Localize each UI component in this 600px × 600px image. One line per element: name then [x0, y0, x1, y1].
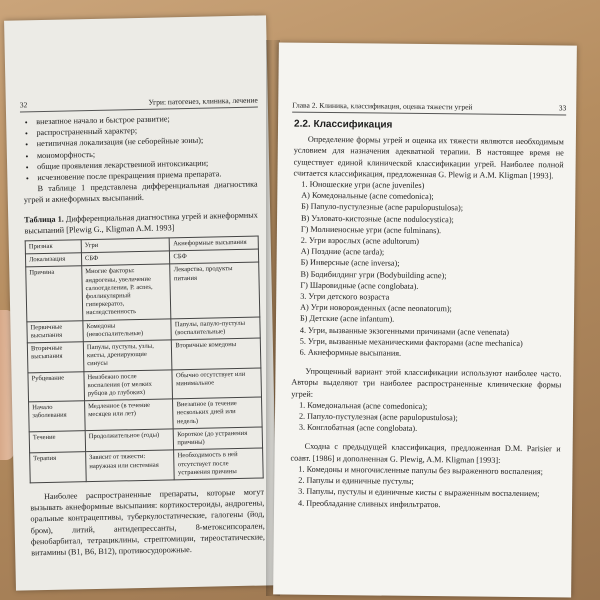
similar-item: 2. Папулы и единичные пустулы;: [298, 475, 414, 486]
right-running-header: Глава 2. Клиника, классификация, оценка тяжести угрей: [292, 100, 473, 112]
table-row: [29, 397, 263, 431]
similar-list: [290, 463, 560, 511]
classification-item: А) Угри новорожденных (acne neonatorum);: [300, 302, 452, 314]
table-row: [27, 338, 261, 372]
table-cell: Вторичные комедоны: [172, 338, 261, 369]
symptom-item: • исчезновение после прекращения приема препарата.: [37, 168, 257, 184]
classification-intro: Определение формы угрей и оценка их тяжести являются необходимым условием для назначения адекватной терапии. В настоящее время не существует единой клинической классификации угрей. Наиболее полной считается классификация, предложенная G. Plewig и A.M. Kligman [1993].: [293, 134, 564, 181]
classification-item: В) Узловато-кистозные (acne nodulocystica);: [301, 213, 454, 224]
simplified-intro: Упрощенный вариант этой классификации используют наиболее часто. Авторы выделяют три наиболее распространенные клинические формы угрей:: [291, 367, 562, 399]
similar-item: 1. Комедоны и многочисленные папулы без выраженного воспаления;: [298, 464, 543, 477]
table-cell: Папулы, пустулы, узлы, кисты, дренирующие синусы: [83, 340, 172, 371]
classification-item: 2. Угри взрослых (acne adultorum): [300, 235, 420, 246]
table-cell: Внезапное (в течение нескольких дней или недель): [173, 397, 262, 428]
table-header-cell: Угри: [81, 238, 170, 253]
symptom-list: [22, 112, 257, 184]
classification-item: А) Поздние (acne tarda);: [300, 246, 385, 257]
symptom-item: • мономорфность;: [37, 145, 257, 161]
classification-item: Г) Шаровидные (acne conglobata).: [300, 280, 419, 291]
section-title: 2.2. Классификация: [293, 118, 393, 131]
simplified-list: [291, 399, 561, 435]
table-row: [30, 448, 264, 482]
table-cell: Зависит от тяжести: наружная или системная: [86, 450, 175, 481]
table-cell: Обычно отсутствует или минимальное: [172, 368, 261, 399]
table-cell: Необходимость в ней отсутствует после устранения причины: [174, 448, 263, 479]
classification-list: [292, 179, 564, 361]
classification-item: 5. Угри, вызванные механическими факторами (acne mechanica): [299, 336, 523, 348]
table-cell: Короткое (до устранения причины): [174, 427, 263, 450]
symptom-item: • общие проявления лекарственной интоксикации;: [37, 156, 257, 172]
classification-item: А) Комедональные (acne comedonica);: [301, 190, 434, 202]
table-cell: СБФ: [81, 251, 170, 266]
table-cell: Медленное (в течение месяцев или лет): [84, 399, 173, 430]
table-cell: Папулы, папуло-пустулы (воспалительные): [171, 317, 260, 340]
closing-paragraph: Наиболее распространенные препараты, которые могут вызывать акнеформные высыпания: кортикостероиды, андрогены, оральные контрацептивы, туберкулостатические, галогены (йод, бром), литий, антидепрессанты, 8-метоксипсорален, фенобарбитал, тетрациклины, стрептомицин, тиреостатические, витамины (В1, В6, В12), противосудорожные.: [30, 487, 266, 558]
left-running-header: Угри: патогенез, клиника, лечение: [148, 95, 258, 107]
simplified-item: 1. Комедональная (acne comedonica);: [299, 400, 428, 411]
table-cell: Комедоны (невоспалительные): [83, 319, 172, 342]
table-cell: Вторичные высыпания: [27, 342, 84, 373]
left-page-header: [20, 96, 258, 113]
classification-item: 4. Угри, вызванные экзогенными причинами (acne venenata): [299, 325, 510, 337]
similar-intro: Сходна с предыдущей классификация, предложенная D.M. Parisier и соавт. [1986] и дополненная G. Plewig, A.M. Kligman [1993]:: [290, 442, 561, 465]
table-cell: Терапия: [30, 452, 87, 483]
differential-table: [25, 236, 264, 484]
table-cell: СБФ: [170, 249, 259, 264]
table-row: [26, 262, 260, 321]
table-cell: Лекарства, продукты питания: [170, 262, 260, 318]
similar-item: 3. Папулы, пустулы и единичные кисты с выраженным воспалением;: [298, 486, 540, 499]
simplified-item: 2. Папуло-пустулезная (acne papulopustulosa);: [298, 411, 458, 423]
right-page-content: [290, 119, 564, 512]
table-cell: Неизбежно после воспаления (от мелких рубцов до глубоких): [84, 370, 173, 401]
table-caption-text: Дифференциальная диагностика угрей и акнеформных высыпаний [Plewig G., Kligman A.M. 1993]: [24, 210, 258, 236]
table-caption: [24, 209, 258, 236]
table-cell: Первичные высыпания: [27, 320, 83, 343]
symptom-item: • нетипичная локализация (не себорейные зоны);: [37, 134, 257, 150]
classification-item: 6. Акнеформные высыпания.: [299, 347, 402, 358]
classification-item: 1. Юношеские угри (acne juveniles): [301, 179, 425, 191]
simplified-item: 3. Конглобатная (acne conglobata).: [298, 422, 418, 434]
table-row: [28, 368, 262, 402]
left-page-content: [22, 112, 265, 559]
table-header-cell: Акнеформные высыпания: [170, 236, 259, 251]
classification-item: Г) Молниеносные угри (acne fulminans).: [300, 224, 442, 235]
table-caption-label: Таблица 1.: [24, 214, 64, 225]
right-page: [273, 42, 577, 597]
classification-item: Б) Папуло-пустулезные (acne papulopustulosa);: [301, 202, 464, 213]
right-page-header: [292, 101, 566, 116]
left-page-number: 32: [19, 100, 28, 110]
classification-item: Б) Детские (acne infantum).: [299, 314, 395, 325]
left-page: [4, 15, 278, 590]
table-cell: Начало заболевания: [29, 401, 86, 432]
table-cell: Течение: [29, 431, 85, 454]
symptom-item: • распространенный характер;: [36, 123, 256, 139]
classification-item: Б) Инверсные (acne inversa);: [300, 258, 400, 269]
table-cell: Многие факторы: андрогены, увеличение салоотделения, P. acnes, фолликулярный гиперкератоз, наследственность: [82, 264, 172, 320]
table-intro: В таблице 1 представлена дифференциальная диагностика угрей и акнеформных высыпаний.: [23, 179, 258, 205]
similar-item: 4. Преобладание сливных инфильтратов.: [298, 498, 441, 509]
classification-item: 3. Угри детского возраста: [300, 291, 390, 302]
table-cell: Продолжительное (годы): [85, 429, 174, 452]
table-cell: Локализация: [25, 253, 81, 267]
classification-item: В) Бодибилдинг угри (Bodybuilding acne);: [300, 269, 447, 280]
right-page-number: 33: [558, 103, 567, 113]
table-cell: Причина: [26, 266, 83, 321]
table-cell: Рубцевание: [28, 371, 85, 402]
symptom-item: • внезапное начало и быстрое развитие;: [36, 112, 256, 128]
table-header-cell: Признак: [25, 240, 81, 254]
